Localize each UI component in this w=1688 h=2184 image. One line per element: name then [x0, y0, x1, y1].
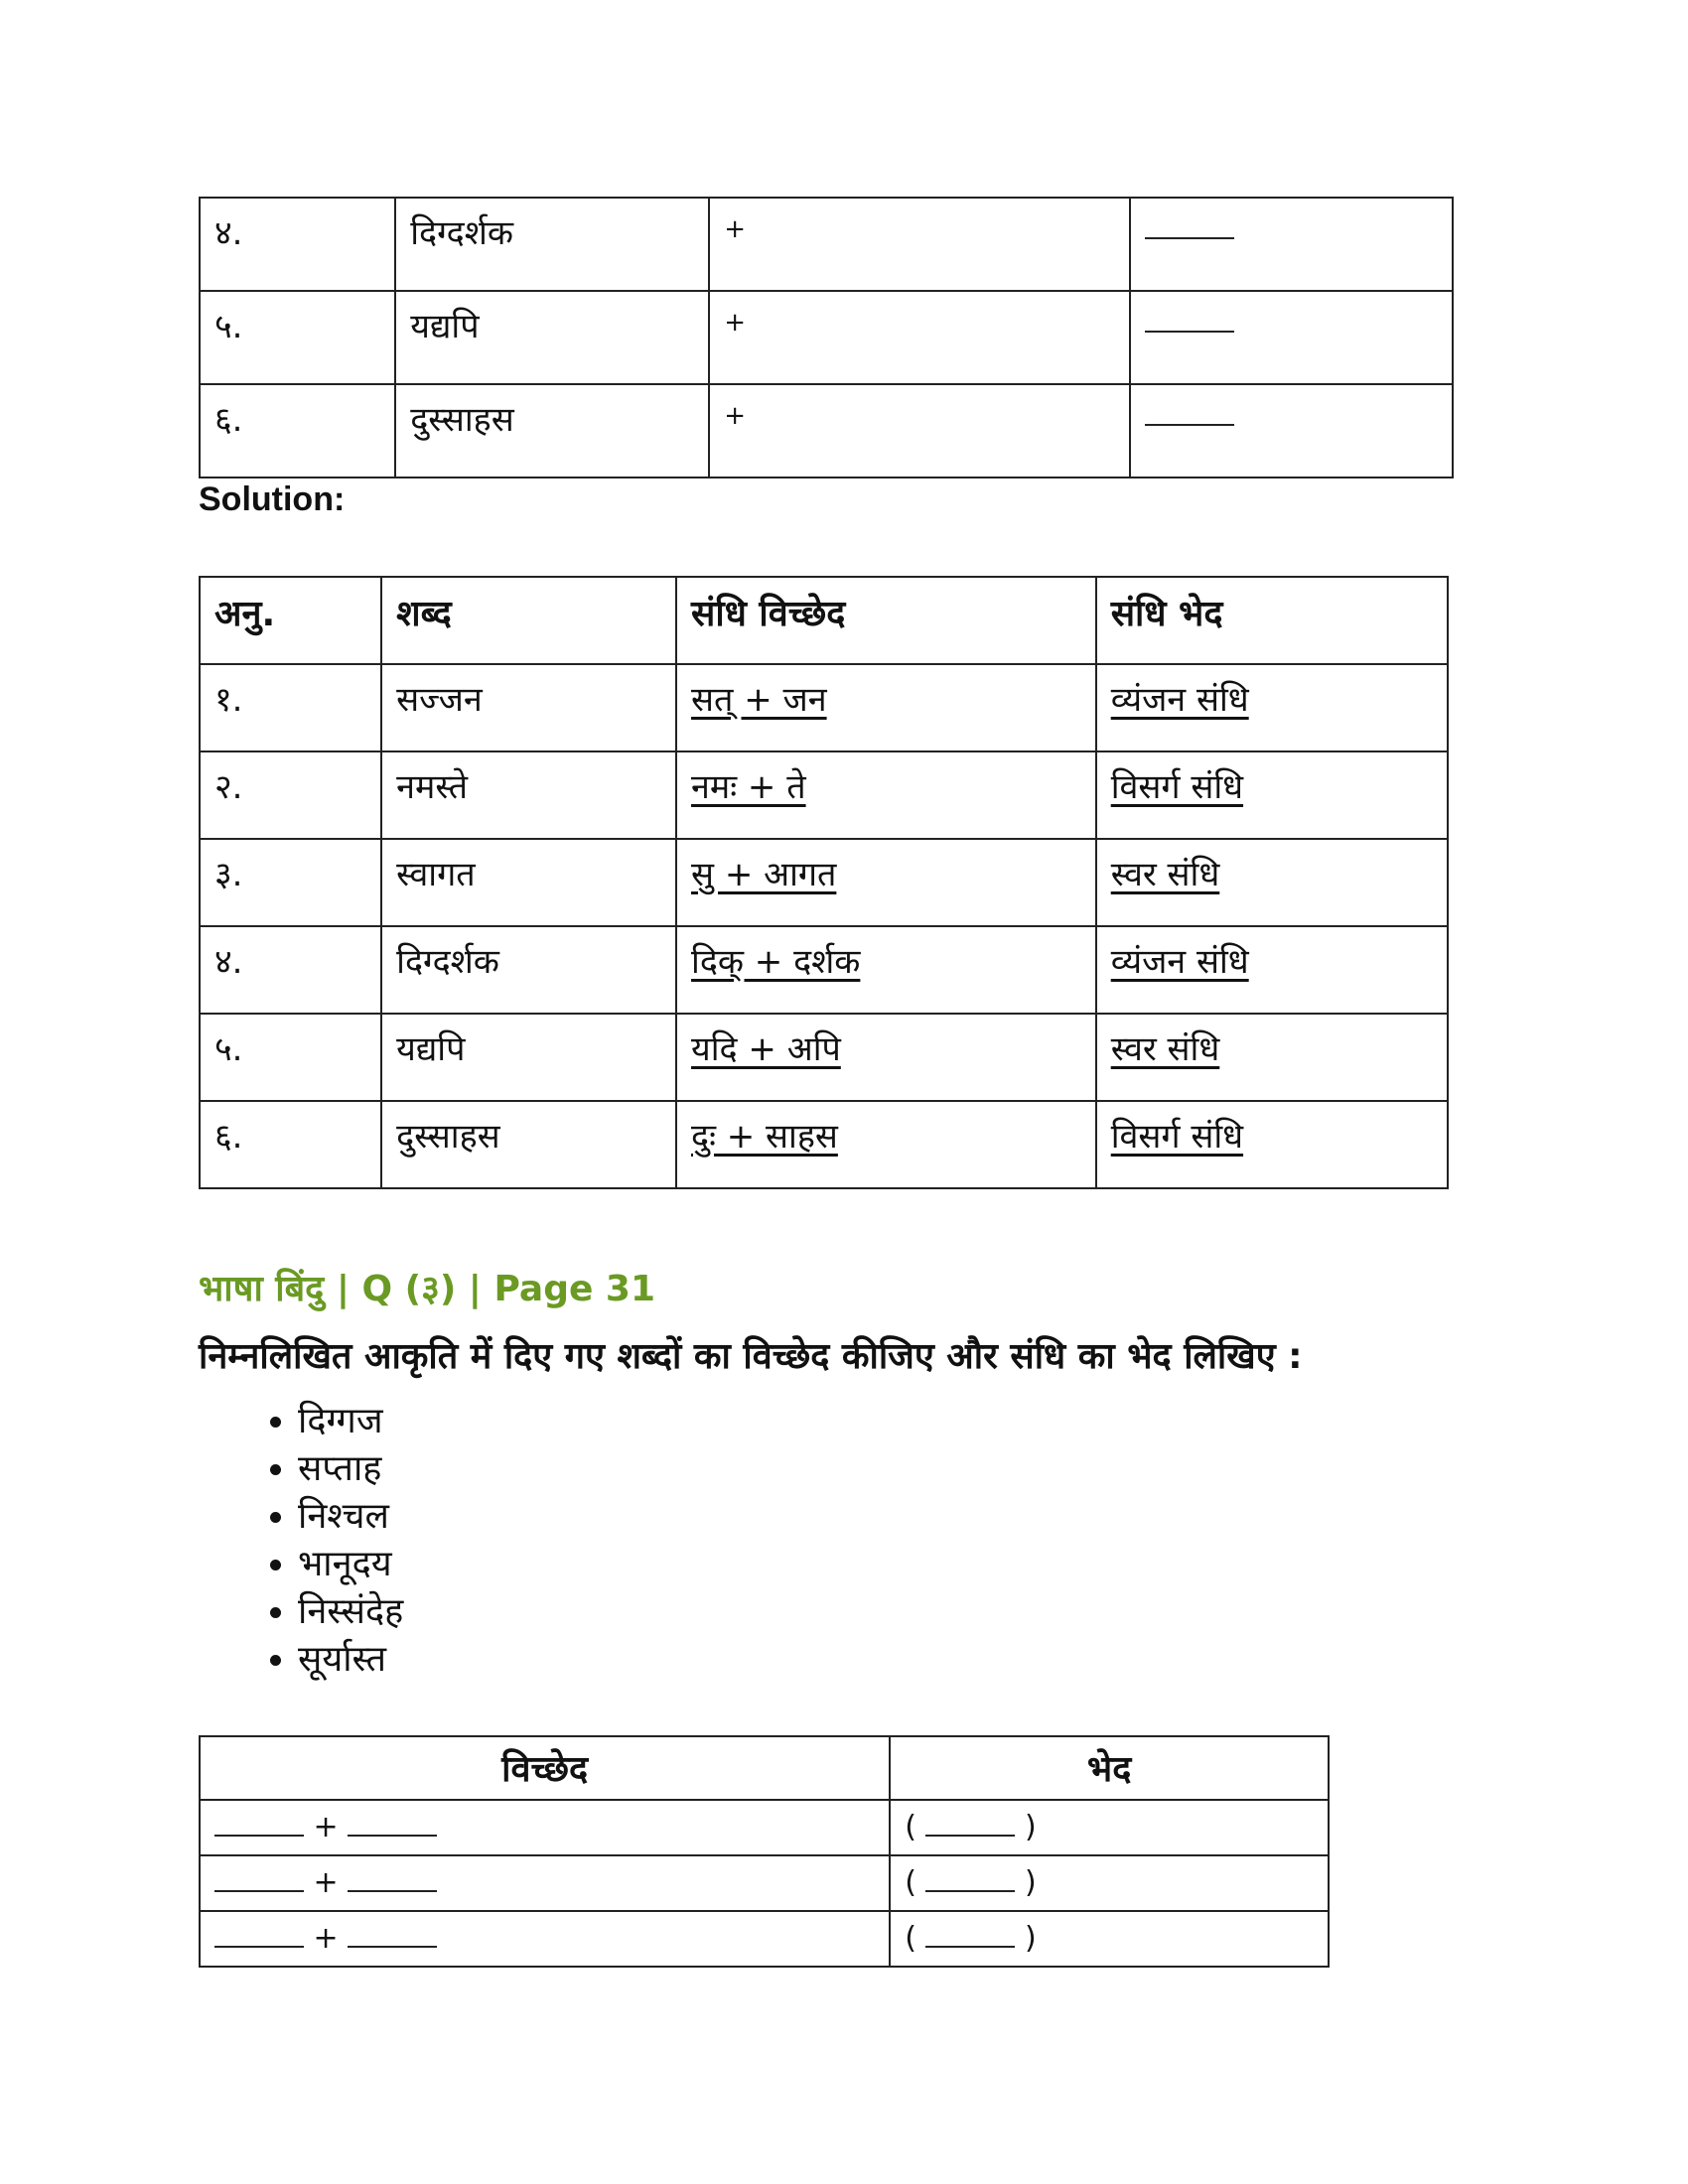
- split-blank: [200, 1855, 890, 1911]
- row-split: [676, 926, 1096, 1014]
- close-paren: ): [1025, 1921, 1037, 1956]
- answer-blank: [1130, 198, 1453, 291]
- question-table: [199, 197, 1454, 478]
- row-type-text: स्वर संधि: [1110, 855, 1220, 894]
- header-row: [200, 577, 1448, 664]
- row-number: ४.: [200, 198, 395, 291]
- row-number-text: १.: [214, 680, 243, 720]
- open-paren: (: [905, 1865, 916, 1900]
- table-row: [200, 1014, 1448, 1101]
- open-paren: (: [905, 1810, 916, 1844]
- row-word-text: स्वागत: [396, 855, 476, 894]
- list-item: • दिग्गज: [298, 1398, 403, 1445]
- row-split: [676, 1101, 1096, 1188]
- table-row: [200, 1101, 1448, 1188]
- table-row: [200, 384, 1453, 478]
- table-row: [200, 926, 1448, 1014]
- question-heading: भाषा बिंदु | Q (३) | Page 31: [199, 1269, 656, 1309]
- header-split: संधि विच्छेद: [676, 577, 1096, 664]
- row-number: [200, 751, 381, 839]
- word-list: [248, 1398, 403, 1684]
- table-row: [200, 198, 1453, 291]
- row-number: [200, 926, 381, 1014]
- header-number: अनु.: [200, 577, 381, 664]
- table-row: [200, 751, 1448, 839]
- row-number-text: ६.: [214, 1117, 243, 1157]
- row-type: [1096, 839, 1448, 926]
- row-type-text: व्यंजन संधि: [1110, 942, 1249, 982]
- row-type-text: व्यंजन संधि: [1110, 680, 1249, 720]
- row-type: [1096, 751, 1448, 839]
- row-number: ६.: [200, 384, 395, 478]
- row-word: दुस्साहस: [395, 384, 709, 478]
- row-split: [676, 839, 1096, 926]
- table-row: [200, 1800, 1329, 1855]
- row-number: ५.: [200, 291, 395, 384]
- row-type: [1096, 1101, 1448, 1188]
- row-type: [1096, 664, 1448, 751]
- header-type: संधि भेद: [1096, 577, 1448, 664]
- table-row: [200, 664, 1448, 751]
- list-item: • भानूदय: [298, 1541, 403, 1588]
- list-item: • सप्ताह: [298, 1445, 403, 1493]
- row-word: [381, 664, 676, 751]
- row-number-text: ३.: [214, 855, 243, 894]
- answer-table: [199, 1735, 1330, 1968]
- row-word: [381, 839, 676, 926]
- header-split: विच्छेद: [200, 1736, 890, 1800]
- row-type: [1096, 926, 1448, 1014]
- split-blank: [200, 1911, 890, 1967]
- row-split-text: सु + आगत: [691, 855, 837, 894]
- header-row: [200, 1736, 1329, 1800]
- row-split: [676, 1014, 1096, 1101]
- row-word: यद्यपि: [395, 291, 709, 384]
- row-word: दिग्दर्शक: [395, 198, 709, 291]
- row-split: [676, 751, 1096, 839]
- row-split-text: नमः + ते: [691, 767, 806, 807]
- close-paren: ): [1025, 1810, 1037, 1844]
- open-paren: (: [905, 1921, 916, 1956]
- list-item: • निश्चल: [298, 1493, 403, 1541]
- row-split-text: यदि + अपि: [691, 1029, 841, 1069]
- row-type: [1096, 1014, 1448, 1101]
- row-word: [381, 1101, 676, 1188]
- row-word: [381, 926, 676, 1014]
- close-paren: ): [1025, 1865, 1037, 1900]
- row-word-text: यद्यपि: [396, 1029, 466, 1069]
- row-number: [200, 664, 381, 751]
- row-plus: +: [709, 291, 1130, 384]
- row-number: [200, 1101, 381, 1188]
- header-word: शब्द: [381, 577, 676, 664]
- split-blank: [200, 1800, 890, 1855]
- row-plus: +: [709, 198, 1130, 291]
- table-row: [200, 839, 1448, 926]
- row-number-text: ५.: [214, 1029, 243, 1069]
- row-word-text: दुस्साहस: [396, 1117, 500, 1157]
- solution-table: [199, 576, 1449, 1189]
- list-item: • निस्संदेह: [298, 1588, 403, 1636]
- row-number-text: २.: [214, 767, 243, 807]
- row-word: [381, 1014, 676, 1101]
- type-blank: [890, 1800, 1329, 1855]
- row-word-text: दिग्दर्शक: [396, 942, 499, 982]
- type-blank: [890, 1855, 1329, 1911]
- row-plus: +: [709, 384, 1130, 478]
- row-word-text: सज्जन: [396, 680, 483, 720]
- header-type: भेद: [890, 1736, 1329, 1800]
- row-word-text: नमस्ते: [396, 767, 468, 807]
- question-text: निम्नलिखित आकृति में दिए गए शब्दों का विच्छेद कीजिए और संधि का भेद लिखिए :: [199, 1336, 1303, 1377]
- answer-blank: [1130, 291, 1453, 384]
- row-split-text: सत् + जन: [691, 680, 827, 720]
- row-number: [200, 839, 381, 926]
- plus-sign: +: [313, 1810, 339, 1844]
- row-split: [676, 664, 1096, 751]
- row-number-text: ४.: [214, 942, 243, 982]
- type-blank: [890, 1911, 1329, 1967]
- table-row: [200, 1911, 1329, 1967]
- row-split-text: दुः + साहस: [691, 1117, 838, 1157]
- row-type-text: स्वर संधि: [1110, 1029, 1220, 1069]
- plus-sign: +: [313, 1921, 339, 1956]
- answer-blank: [1130, 384, 1453, 478]
- list-item: • सूर्यास्त: [298, 1636, 403, 1684]
- solution-label: Solution:: [199, 480, 346, 518]
- plus-sign: +: [313, 1865, 339, 1900]
- row-type-text: विसर्ग संधि: [1110, 1117, 1244, 1157]
- row-split-text: दिक् + दर्शक: [691, 942, 861, 982]
- table-row: [200, 1855, 1329, 1911]
- table-row: [200, 291, 1453, 384]
- row-number: [200, 1014, 381, 1101]
- row-type-text: विसर्ग संधि: [1110, 767, 1244, 807]
- row-word: [381, 751, 676, 839]
